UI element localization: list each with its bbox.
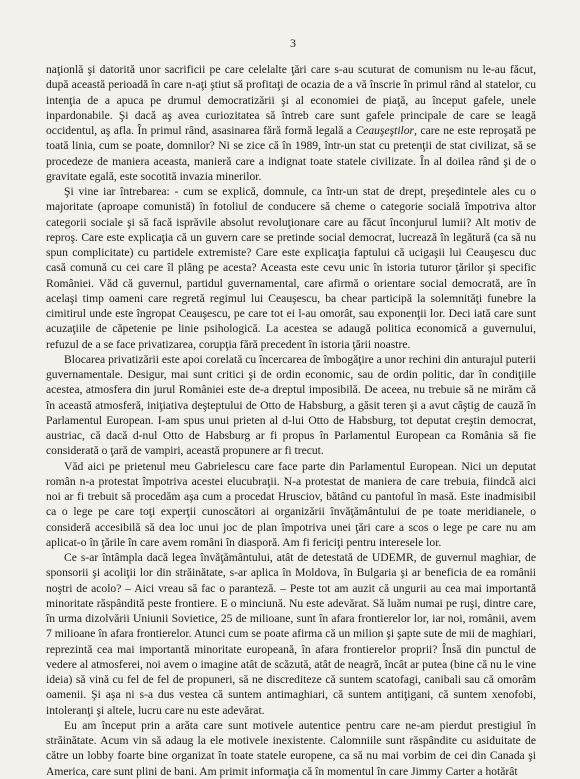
paragraph-text: Eu am început prin a arăta care sunt motivele autentice pentru care ne-am pierdut prestigiul în străinătate. Acum vin să adaug la ele motivele inexistente. Calomniile sunt răspândite cu asiduitate de către un lobby foarte bine organizat în toate statele europene, ca să nu mai vorbim de cei din Canada şi America, care sunt plini de bani. Am primit informaţia că în momentul în care Jimmy Carter a hotărât bbox=[46, 718, 536, 778]
paragraph bbox=[46, 62, 536, 184]
body-text bbox=[46, 62, 536, 779]
paragraph-text: , care ne este reproşată pe toată linia, cum se poate, domnilor? Ni se zice că în 1989, într-un stat cu pretenţii de stat civilizat, să se procedeze de maniera aceasta, manieră care a indignat toate statele civilizate. În al doilea rând şi de o gravitate egală, este socotită invazia minerilor. bbox=[46, 124, 536, 183]
page-number: 3 bbox=[290, 36, 296, 50]
paragraph bbox=[46, 184, 536, 352]
italic-text: Ceauşeştilor bbox=[355, 124, 415, 137]
paragraph-text: Ce s-ar întâmpla dacă legea învăţământului, atât de detestată de UDEMR, de guvernul maghiar, de sponsorii şi acoliţii lor din străinătate, s-ar aplica în Moldova, în Bulgaria şi ar beneficia de ea românii noştri de acolo? – Aici vreau să fac o paranteză. – Peste tot am auzit că ungurii au cea mai importantă minoritate răspândită peste frontiere. E o minciună. Nu este adevărat. Să luăm numai pe ruşi, dintre care, în urma dizolvării Uniunii Sovietice, 25 de milioane, sunt în afara frontierelor lor, iar noi, românii, avem 7 milioane în afara frontierelor. Atunci cum se poate afirma că un milion şi şapte sute de mii de maghiari, reprezintă cea mai importantă minoritate europeană, în afara frontierelor proprii? Însă din punctul de vedere al atmosferei, noi avem o imagine atât de scăzută, atât de neagră, încât ar putea (bine că nu le vine ideia) să vină cu fel de fel de propuneri, să ne discrediteze că suntem scatofagi, canibali sau că omorâm oamenii. Şi aşa ni s-a dus vestea că suntem antimaghiari, că suntem antiţigani, că suntem xenofobi, intoleranţi şi altele, lucru care nu este adevărat. bbox=[46, 551, 536, 717]
paragraph bbox=[46, 718, 536, 779]
paragraph-text: Blocarea privatizării este apoi corelată cu încercarea de îmbogăţire a unor rechini din anturajul puterii guvernamentale. Desigur, mai sunt critici şi de ordin economic, sau de ordin politic, dar în condiţiile acestea, atmosfera din jurul României este de-a dreptul imposibilă. De aceea, nu trebuie să ne mirăm că în această atmosferă, iniţiativa deşteptului de Otto de Habsburg, a găsit teren şi a avut câştig de cauză în Parlamentul European. I-am spus unui prieten al d-lui Otto de Habsburg, tot deputat creştin democrat, austriac, că dacă d-nul Otto de Habsburg ar fi propus în Parlamentul European ca România să fie considerată o ţară de vampiri, această propunere ar fi trecut. bbox=[46, 352, 536, 458]
paragraph-text: Văd aici pe prietenul meu Gabrielescu care face parte din Parlamentul European. Nici un deputat român n-a protestat împotriva acestei elucubraţii. N-a protestat de maniera de care trebuia, fiindcă aici noi ar fi trebuit să procedăm aşa cum a procedat Hrusciov, bătând cu pantoful în masă. Este inadmisibil ca o lege pe care toţi experţii cunoscători ai organizării învăţământului de pe toate meridianele, o consideră accesibilă să dea loc unui joc de plan împotriva unei ţări care a scos o lege pe care nu am aplicat-o în ţările în care avem români în diasporă. Am fi fericiţi pentru interesele lor. bbox=[46, 459, 536, 549]
paragraph-text: Şi vine iar întrebarea: - cum se explică, domnule, ca într-un stat de drept, preşedintele ales cu o majoritate (aproape comunistă) în fotoliul de conducere să cheme o categorie socială împotriva altor categorii sociale şi să facă isprăvile absolut revoluţionare care au făcut înconjurul lumii? Alt motiv de reproş. Care este explicaţia că un guvern care se pretinde social democrat, lucrează în legătură (ca să nu spun complicitate) cu partidele extremiste? Care este explicaţia faptului că ucigaşii lui Ceauşescu duc casă comună cu cei care îl plâng pe acesta? Aceasta este cevu unic în istoria tuturor ţărilor şi specific României. Văd că guvernul, partidul guvernamental, care afirmă o orientare social democrată, are în acelaşi timp oameni care regretă regimul lui Ceauşescu, ba chear participă la solemnităţi funebre la cimitirul unde este îngropat Ceauşescu, pe care tot ei l-au omorât, sau exponenţii lor. Deci iată care sunt acuzaţiile de căpetenie pe linie psihologică. La acestea se adaugă politica economică a guvernului, refuzul de a se face privatizarea, corupţia fără precedent în istoria ţării noastre. bbox=[46, 185, 536, 351]
paragraph bbox=[46, 459, 536, 551]
paragraph bbox=[46, 550, 536, 718]
paragraph-text: naţionlă şi datorită unor sacrificii pe care celelalte ţări care s-au scuturat de comunism nu le-au făcut, după această perioadă în care n-aţi ştiut să profitaţi de ocazia de a vă înscrie în primul rând al statelor, cu intenţia de a apuca pe drumul democratizării şi al economiei de piaţă, au început gafele, unele inpardonabile. Şi dacă aş avea curiozitatea să întreb care sunt gafele principale de care se leagă occidentul, aş afla. În primul rând, asasinarea fără formă legală a bbox=[46, 63, 536, 137]
paragraph bbox=[46, 352, 536, 459]
